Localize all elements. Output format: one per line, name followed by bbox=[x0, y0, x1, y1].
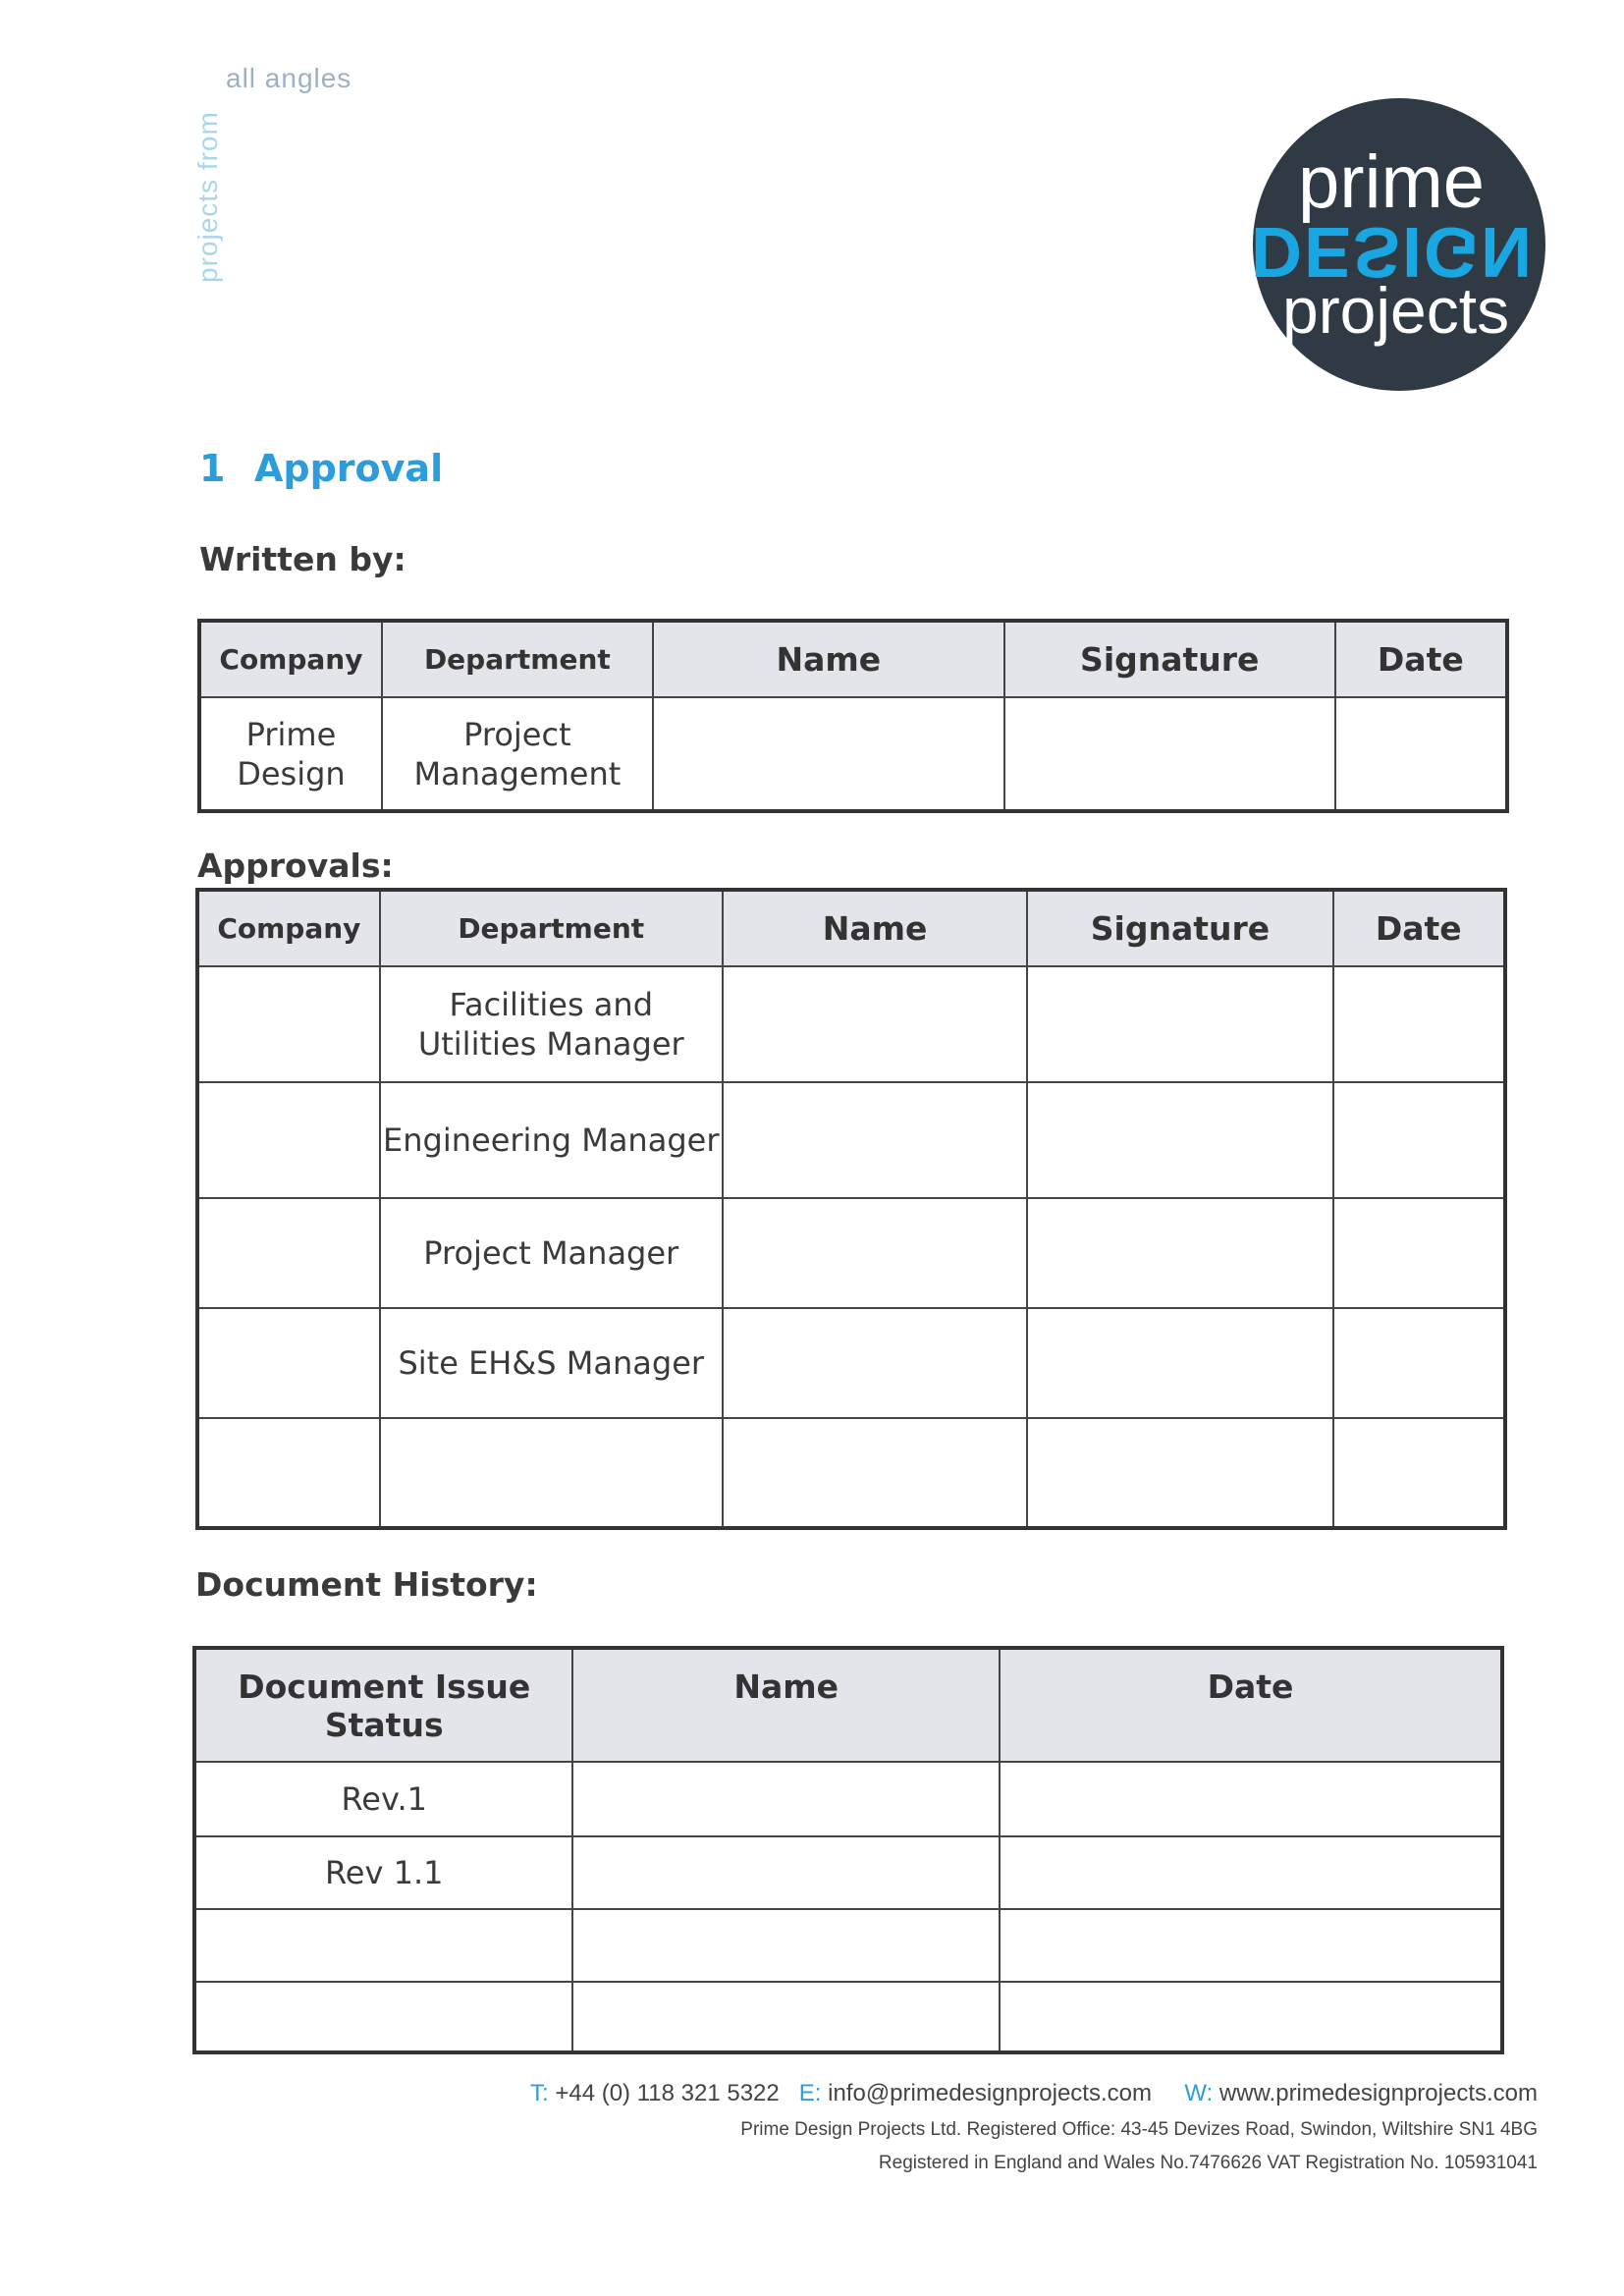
section-heading bbox=[199, 447, 443, 490]
name-cell[interactable] bbox=[572, 1762, 999, 1836]
date-cell[interactable] bbox=[1000, 1909, 1502, 1982]
signature-cell[interactable] bbox=[1004, 697, 1335, 811]
section-number: 1 bbox=[199, 447, 226, 490]
approvals-table bbox=[195, 888, 1507, 1530]
table-row bbox=[197, 1418, 1505, 1528]
phone-value: +44 (0) 118 321 5322 bbox=[555, 2080, 780, 2106]
table-row bbox=[194, 1909, 1502, 1982]
history-header-row bbox=[194, 1648, 1502, 1762]
table-row bbox=[194, 1982, 1502, 2052]
written-by-label: Written by: bbox=[199, 540, 406, 578]
logo-word-design: DESIGN bbox=[1251, 212, 1535, 291]
table-row bbox=[197, 966, 1505, 1082]
date-cell[interactable] bbox=[1000, 1762, 1502, 1836]
header-date: Date bbox=[1000, 1648, 1502, 1762]
logo-word-prime: prime bbox=[1298, 140, 1486, 224]
header-date: Date bbox=[1335, 621, 1507, 697]
name-cell[interactable] bbox=[723, 1418, 1028, 1528]
table-row bbox=[194, 1762, 1502, 1836]
department-cell[interactable] bbox=[380, 1418, 723, 1528]
date-cell[interactable] bbox=[1333, 1418, 1505, 1528]
header-name: Name bbox=[572, 1648, 999, 1762]
signature-cell[interactable] bbox=[1027, 966, 1332, 1082]
name-cell[interactable] bbox=[572, 1982, 999, 2052]
phone-label: T: bbox=[529, 2080, 549, 2106]
header-department: Department bbox=[382, 621, 653, 697]
signature-cell[interactable] bbox=[1027, 1198, 1332, 1308]
department-cell: Site EH&S Manager bbox=[380, 1308, 723, 1418]
department-cell: Project Manager bbox=[380, 1198, 723, 1308]
table-row bbox=[197, 1308, 1505, 1418]
website-label: W: bbox=[1184, 2080, 1214, 2106]
table-row bbox=[197, 1198, 1505, 1308]
document-history-table bbox=[192, 1646, 1504, 2054]
footer-registration: Registered in England and Wales No.7476626 VAT Registration No. 105931041 bbox=[878, 2153, 1538, 2173]
signature-cell[interactable] bbox=[1027, 1082, 1332, 1198]
header-name: Name bbox=[723, 890, 1028, 966]
company-cell[interactable] bbox=[197, 1082, 380, 1198]
date-cell[interactable] bbox=[1000, 1836, 1502, 1909]
status-cell[interactable] bbox=[194, 1909, 572, 1982]
written-by-table bbox=[197, 619, 1509, 813]
header-signature: Signature bbox=[1004, 621, 1335, 697]
header-company: Company bbox=[197, 890, 380, 966]
name-cell[interactable] bbox=[723, 966, 1028, 1082]
date-cell[interactable] bbox=[1333, 1198, 1505, 1308]
section-title: Approval bbox=[254, 447, 444, 490]
status-cell: Rev 1.1 bbox=[194, 1836, 572, 1909]
company-cell[interactable] bbox=[197, 1418, 380, 1528]
company-logo bbox=[1253, 98, 1545, 391]
header-signature: Signature bbox=[1027, 890, 1332, 966]
status-cell[interactable] bbox=[194, 1982, 572, 2052]
signature-cell[interactable] bbox=[1027, 1308, 1332, 1418]
department-cell: Engineering Manager bbox=[380, 1082, 723, 1198]
logo-word-projects: projects bbox=[1282, 274, 1510, 347]
department-cell: Project Management bbox=[382, 697, 653, 811]
footer-contacts bbox=[530, 2080, 1538, 2107]
date-cell[interactable] bbox=[1335, 697, 1507, 811]
header-name: Name bbox=[653, 621, 1004, 697]
approvals-header-row bbox=[197, 890, 1505, 966]
name-cell[interactable] bbox=[723, 1198, 1028, 1308]
status-cell: Rev.1 bbox=[194, 1762, 572, 1836]
written-by-header-row bbox=[199, 621, 1507, 697]
table-row bbox=[194, 1836, 1502, 1909]
name-cell[interactable] bbox=[723, 1082, 1028, 1198]
table-row bbox=[197, 1082, 1505, 1198]
name-cell[interactable] bbox=[572, 1909, 999, 1982]
company-cell[interactable] bbox=[197, 1198, 380, 1308]
header-document-issue-status: Document Issue Status bbox=[194, 1648, 572, 1762]
date-cell[interactable] bbox=[1333, 1308, 1505, 1418]
company-cell[interactable] bbox=[197, 1308, 380, 1418]
approvals-label: Approvals: bbox=[197, 847, 394, 885]
document-history-label: Document History: bbox=[195, 1565, 538, 1604]
date-cell[interactable] bbox=[1333, 966, 1505, 1082]
header-company: Company bbox=[199, 621, 382, 697]
website-link[interactable]: www.primedesignprojects.com bbox=[1218, 2080, 1538, 2106]
email-link[interactable]: info@primedesignprojects.com bbox=[828, 2080, 1152, 2106]
footer-registered-office: Prime Design Projects Ltd. Registered Office: 43-45 Devizes Road, Swindon, Wiltshire SN1 4BG bbox=[740, 2119, 1538, 2140]
email-label: E: bbox=[798, 2080, 822, 2106]
date-cell[interactable] bbox=[1333, 1082, 1505, 1198]
company-cell[interactable] bbox=[197, 966, 380, 1082]
tagline-side: projects from bbox=[192, 111, 223, 283]
name-cell[interactable] bbox=[653, 697, 1004, 811]
date-cell[interactable] bbox=[1000, 1982, 1502, 2052]
tagline-top: all angles bbox=[226, 63, 352, 93]
header-date: Date bbox=[1333, 890, 1505, 966]
header-department: Department bbox=[380, 890, 723, 966]
company-cell: Prime Design bbox=[199, 697, 382, 811]
name-cell[interactable] bbox=[572, 1836, 999, 1909]
table-row bbox=[199, 697, 1507, 811]
signature-cell[interactable] bbox=[1027, 1418, 1332, 1528]
department-cell: Facilities and Utilities Manager bbox=[380, 966, 723, 1082]
name-cell[interactable] bbox=[723, 1308, 1028, 1418]
